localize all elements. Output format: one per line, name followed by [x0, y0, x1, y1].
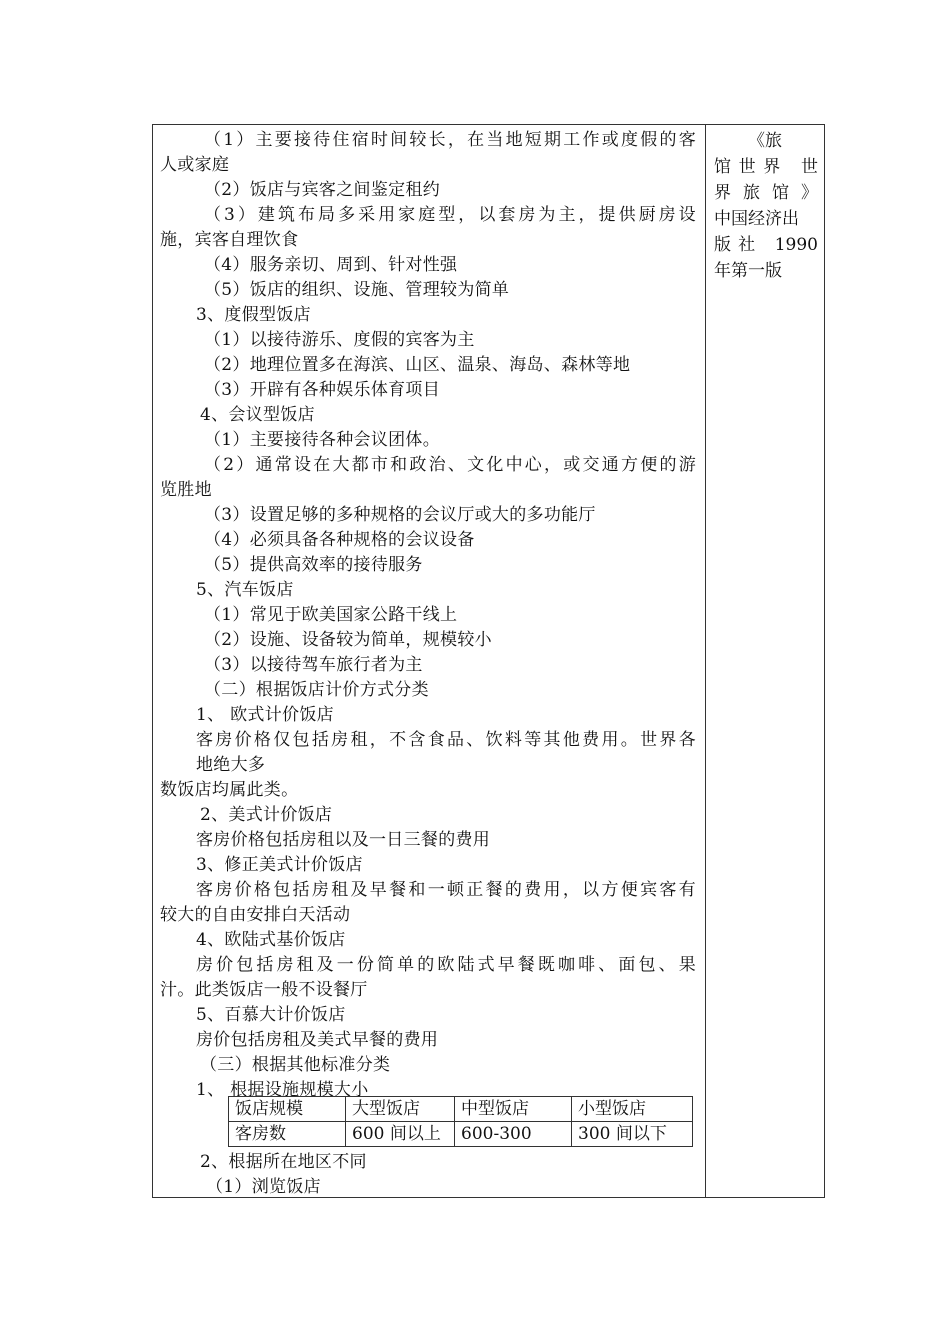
table-header-cell: 小型饭店 — [572, 1097, 693, 1122]
hotel-size-table — [228, 1096, 693, 1147]
section-heading: 3、度假型饭店 — [196, 305, 311, 325]
text-line: 房价包括房租及美式早餐的费用 — [196, 1030, 439, 1050]
text-line: （1）主要接待住宿时间较长，在当地短期工作或度假的客 — [204, 130, 696, 150]
text-line: （2）地理位置多在海滨、山区、温泉、海岛、森林等地 — [204, 355, 631, 375]
reference-line: 中国经济出 — [714, 209, 799, 229]
reference-line: 《旅 — [748, 131, 782, 151]
text-line: 较大的自由安排白天活动 — [160, 905, 351, 925]
section-heading: 4、会议型饭店 — [200, 405, 315, 425]
text-line: （5）饭店的组织、设施、管理较为简单 — [204, 280, 510, 300]
table-header-cell: 中型饭店 — [455, 1097, 572, 1122]
text-line: 客房价格仅包括房租，不含食品、饮料等其他费用。世界各 — [196, 730, 696, 750]
text-line: （5）提供高效率的接待服务 — [204, 555, 423, 575]
table-cell: 300 间以下 — [572, 1122, 693, 1147]
section-heading: （三）根据其他标准分类 — [200, 1055, 391, 1075]
reference-line: 馆世界 世 — [714, 157, 818, 177]
section-heading: 2、美式计价饭店 — [200, 805, 333, 825]
text-line: 汁。此类饭店一般不设餐厅 — [160, 980, 368, 1000]
table-header-cell: 大型饭店 — [346, 1097, 455, 1122]
text-line: 房价包括房租及一份简单的欧陆式早餐既咖啡、面包、果 — [196, 955, 696, 975]
section-heading: 5、百慕大计价饭店 — [196, 1005, 346, 1025]
section-heading: （二）根据饭店计价方式分类 — [204, 680, 429, 700]
section-heading: 1、 欧式计价饭店 — [196, 705, 334, 725]
text-line: （3）开辟有各种娱乐体育项目 — [204, 380, 441, 400]
text-line: （4）必须具备各种规格的会议设备 — [204, 530, 475, 550]
text-line: （3）建筑布局多采用家庭型，以套房为主，提供厨房设 — [204, 205, 696, 225]
section-heading: 5、汽车饭店 — [196, 580, 294, 600]
table-header-cell: 饭店规模 — [229, 1097, 346, 1122]
text-line: （2）设施、设备较为简单，规模较小 — [204, 630, 492, 650]
text-line: 客房价格包括房租以及一日三餐的费用 — [196, 830, 491, 850]
column-divider — [705, 124, 706, 1198]
reference-line: 界旅馆》 — [714, 183, 818, 203]
text-line: （2）通常设在大都市和政治、文化中心，或交通方便的游 — [204, 455, 696, 475]
text-line: （1）主要接待各种会议团体。 — [204, 430, 441, 450]
table-cell: 客房数 — [229, 1122, 346, 1147]
section-heading: 3、修正美式计价饭店 — [196, 855, 363, 875]
text-line: 览胜地 — [160, 480, 212, 500]
reference-column — [714, 128, 818, 284]
text-line: （4）服务亲切、周到、针对性强 — [204, 255, 458, 275]
text-line: 人或家庭 — [160, 155, 230, 175]
section-heading: 4、欧陆式基价饭店 — [196, 930, 346, 950]
table-row — [229, 1122, 693, 1147]
text-line: （1）常见于欧美国家公路干线上 — [204, 605, 458, 625]
text-line: （3）设置足够的多种规格的会议厅或大的多功能厅 — [204, 505, 596, 525]
table-cell: 600 间以上 — [346, 1122, 455, 1147]
text-line: 地绝大多 — [196, 755, 266, 775]
text-line: 数饭店均属此类。 — [160, 780, 299, 800]
table-cell: 600-300 — [455, 1122, 572, 1147]
table-row — [229, 1097, 693, 1122]
section-heading: 2、根据所在地区不同 — [200, 1152, 367, 1172]
text-line: （2）饭店与宾客之间鉴定租约 — [204, 180, 441, 200]
text-line: （1）浏览饭店 — [206, 1177, 321, 1197]
section-heading: 1、 根据设施规模大小 — [196, 1080, 369, 1100]
text-line: 施，宾客自理饮食 — [160, 230, 299, 250]
text-line: （3）以接待驾车旅行者为主 — [204, 655, 423, 675]
reference-line: 版社 1990 — [714, 235, 818, 255]
text-line: 客房价格包括房租及早餐和一顿正餐的费用，以方便宾客有 — [196, 880, 696, 900]
reference-line: 年第一版 — [714, 261, 782, 281]
text-line: （1）以接待游乐、度假的宾客为主 — [204, 330, 475, 350]
